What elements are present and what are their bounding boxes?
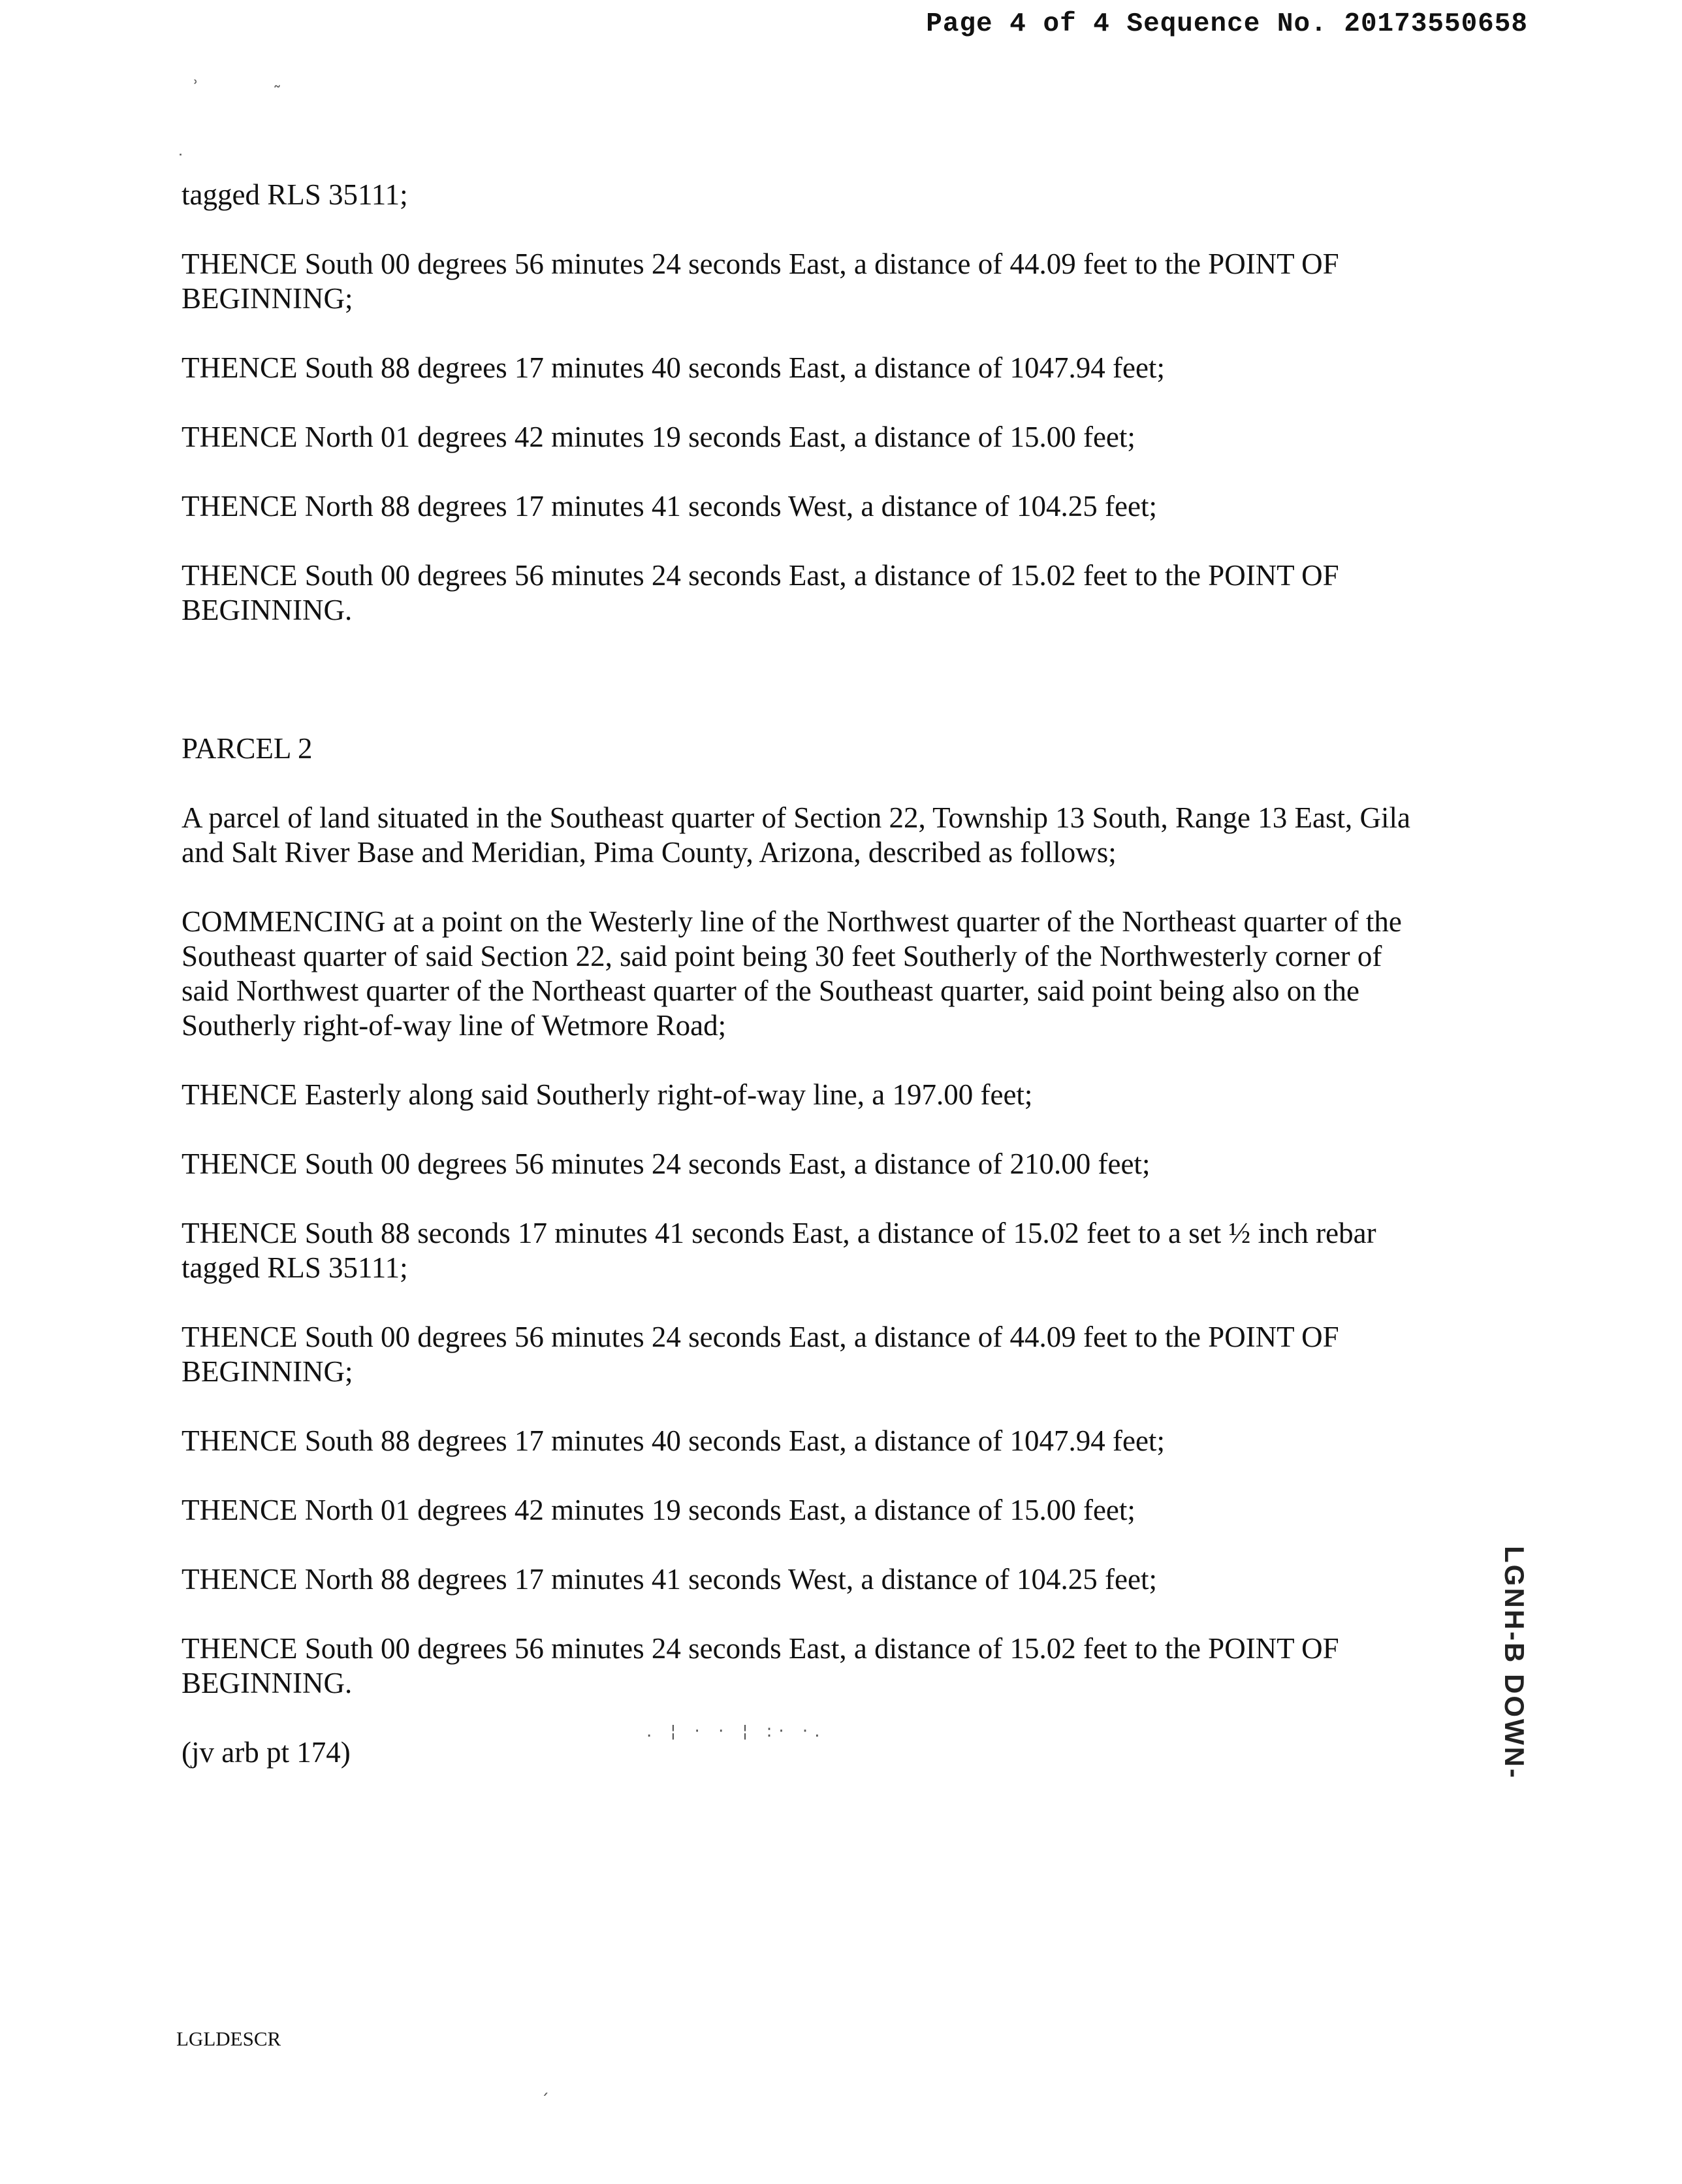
scan-speck: ˷ <box>273 69 281 89</box>
description-paragraph: THENCE Easterly along said Southerly right-of-way line, a 197.00 feet; <box>182 1078 1033 1111</box>
form-code: LGLDESCR <box>176 2027 281 2050</box>
description-paragraph: THENCE South 00 degrees 56 minutes 24 seconds East, a distance of 210.00 feet; <box>182 1148 1150 1180</box>
description-paragraph: THENCE North 01 degrees 42 minutes 19 seconds East, a distance of 15.00 feet; <box>182 1494 1135 1526</box>
description-paragraph: THENCE North 01 degrees 42 minutes 19 seconds East, a distance of 15.00 feet; <box>182 421 1135 453</box>
description-paragraph: tagged RLS 35111; <box>182 178 408 211</box>
page-sequence-header: Page 4 of 4 Sequence No. 20173550658 <box>926 9 1528 39</box>
scan-speck: ˒ <box>193 73 198 93</box>
recording-stamp-text: LGNH-B DOWN- <box>1499 1546 1530 1780</box>
description-paragraph: THENCE South 00 degrees 56 minutes 24 seconds East, a distance of 15.02 feet to the POINT OF BEGINNING. <box>182 559 1339 626</box>
description-paragraph: THENCE South 00 degrees 56 minutes 24 seconds East, a distance of 44.09 feet to the POINT OF BEGINNING; <box>182 1321 1339 1388</box>
description-paragraph: A parcel of land situated in the Southeast quarter of Section 22, Township 13 South, Range 13 East, Gila and Salt River Base and Meridian, Pima County, Arizona, described as follows; <box>182 801 1410 869</box>
description-paragraph: COMMENCING at a point on the Westerly line of the Northwest quarter of the Northeast quarter of the Southeast quarter of said Section 22, said point being 30 feet Southerly of the Northwesterly corner of said Northwest quarter of the Northeast quarter of the Southeast quarter, said point being also on the Southerly right-of-way line of Wetmore Road; <box>182 905 1402 1042</box>
parcel-heading: PARCEL 2 <box>182 732 313 765</box>
description-paragraph: THENCE South 00 degrees 56 minutes 24 seconds East, a distance of 44.09 feet to the POINT OF BEGINNING; <box>182 248 1339 315</box>
description-paragraph: THENCE South 88 degrees 17 minutes 40 seconds East, a distance of 1047.94 feet; <box>182 351 1165 384</box>
scan-speck: ˏ <box>541 2077 549 2096</box>
description-paragraph: THENCE South 88 degrees 17 minutes 40 seconds East, a distance of 1047.94 feet; <box>182 1424 1165 1457</box>
reference-note: (jv arb pt 174) <box>182 1736 351 1769</box>
legal-description <box>182 178 1461 1805</box>
description-paragraph: THENCE South 88 seconds 17 minutes 41 seconds East, a distance of 15.02 feet to a set ½ inch rebar tagged RLS 35111; <box>182 1217 1376 1284</box>
description-paragraph: THENCE South 00 degrees 56 minutes 24 seconds East, a distance of 15.02 feet to the POINT OF BEGINNING. <box>182 1632 1339 1699</box>
scan-speck: . ¦ · · ¦ :· ·. <box>646 1722 827 1741</box>
recording-stamp <box>1493 1526 1532 1800</box>
description-paragraph: THENCE North 88 degrees 17 minutes 41 seconds West, a distance of 104.25 feet; <box>182 490 1157 522</box>
scan-speck: ˙ <box>176 152 185 171</box>
description-paragraph: THENCE North 88 degrees 17 minutes 41 seconds West, a distance of 104.25 feet; <box>182 1563 1157 1596</box>
